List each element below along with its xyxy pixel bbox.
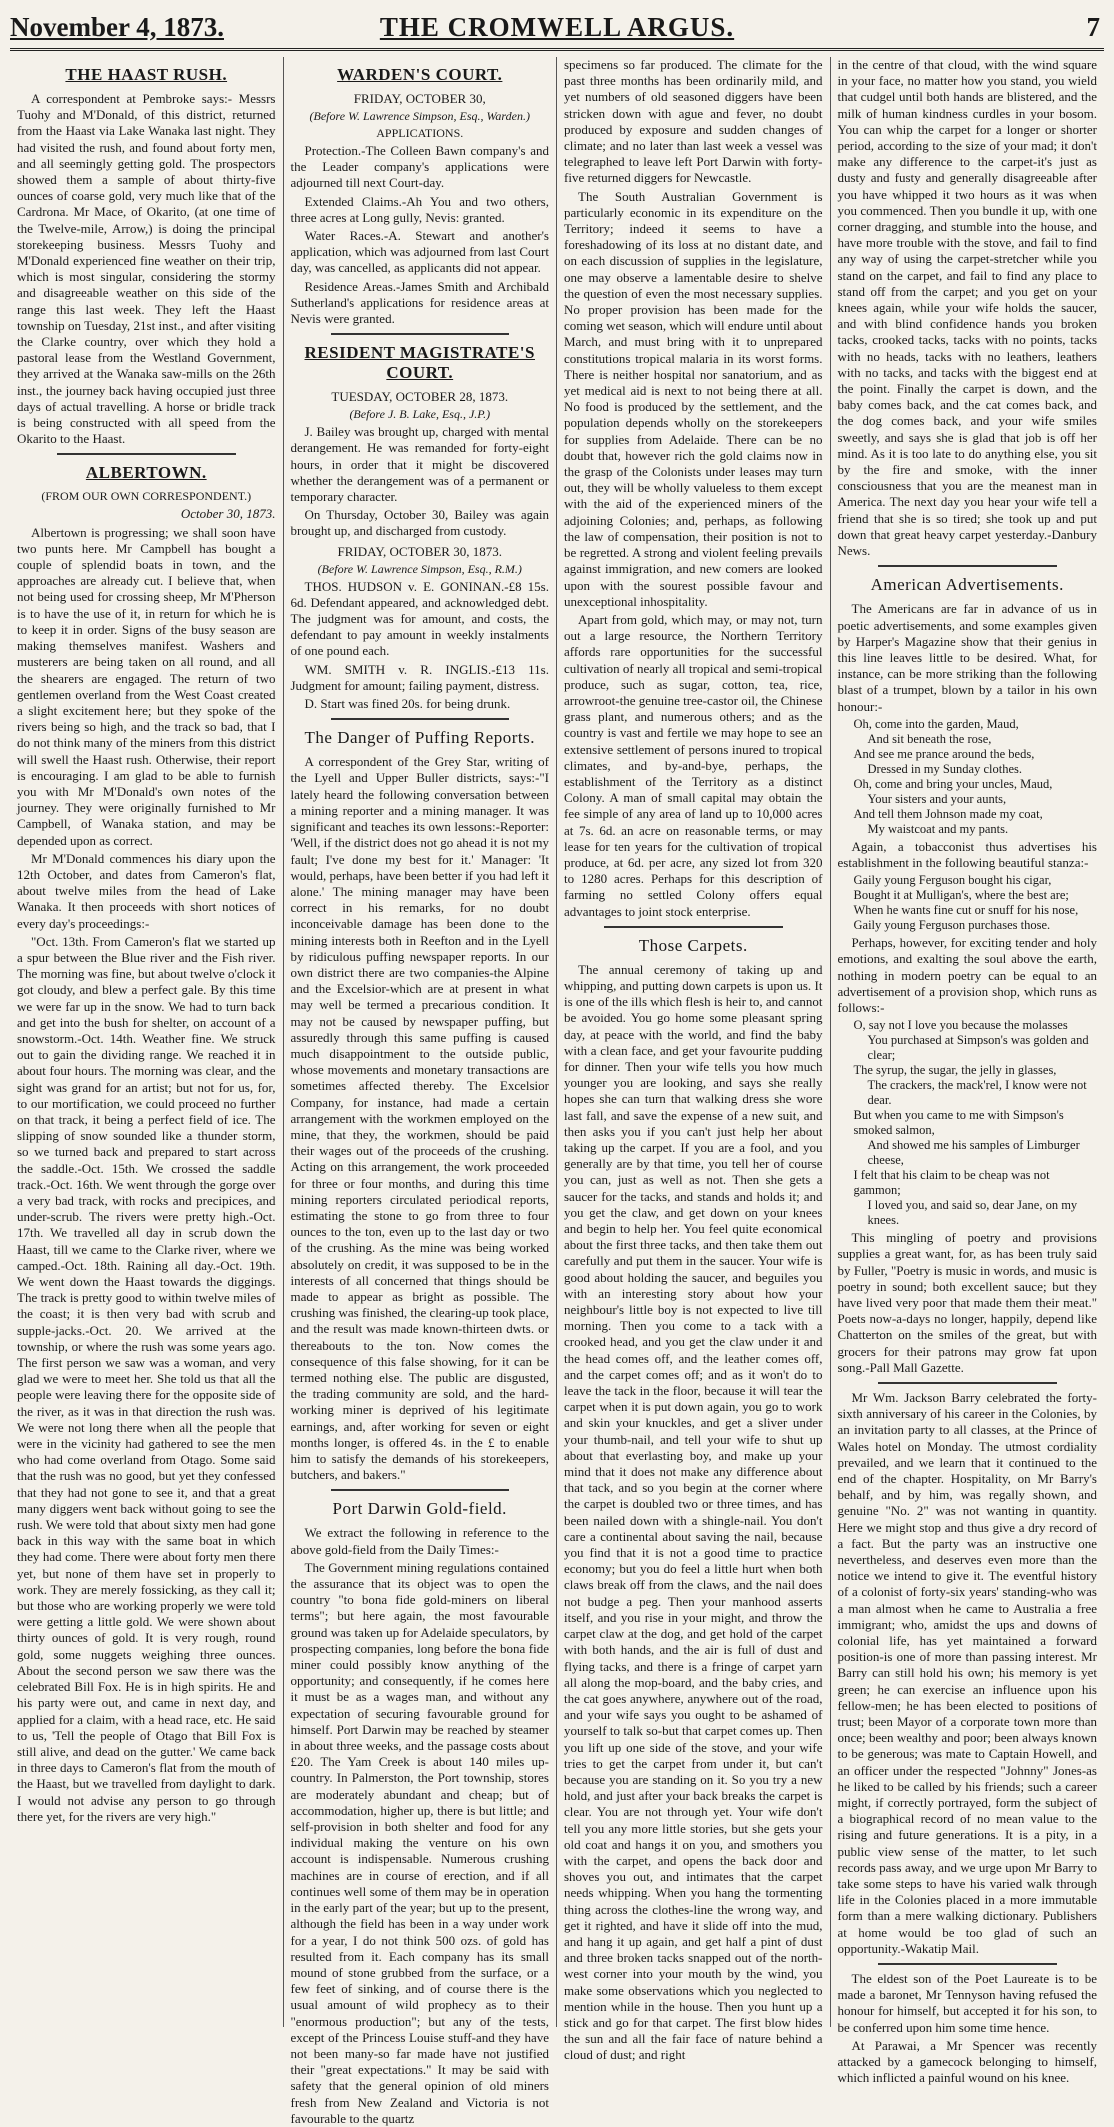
poem-line: Gaily young Ferguson bought his cigar, xyxy=(853,873,1052,888)
divider xyxy=(331,1489,510,1491)
court-date: TUESDAY, OCTOBER 28, 1873. xyxy=(331,389,509,405)
paragraph: specimens so far produced. The climate for the past three months has been ordinarily mild, and yet numbers of old seasoned diggers have been stricken down with ague and fever, no doubt produced by exposure and sudden changes of climate; and no later than last week a vessel was telegraphed to leave left Port Darwin with forty-five returned diggers for Newcastle. xyxy=(564,57,823,186)
poem xyxy=(854,1018,1098,1228)
paragraph: Albertown is progressing; we shall soon have two punts here. Mr Campbell has bought a couple of splendid boats in town, and the approaches are already cut. I believe that, when not being used for crossing sheep, Mr M'Pherson is to have the use of it, in return for which he is to keep it in order. Signs of the busy season are making themselves manifest. Washers and musterers are being taken on all round, and all the shearers are engaged. The return of two gentlemen overland from the West Coast created a slight excitement here; but they spoke of the rivers being so high, and the track so bad, that I do not think many of the miners from this district will swell the Haast rush. Otherwise, their report is encouraging. I am glad to be able to furnish you with Mr M'Donald's own notes of the journey. They were originally furnished to Mr Campbell, of Wanaka station, and may be depended upon as correct. xyxy=(17,524,276,848)
paragraph: The annual ceremony of taking up and whipping, and putting down carpets is upon us. It is one of the ills which flesh is heir to, and cannot be avoided. You go home some pleasant spring day, at peace with the world, and find the baby with a clean face, and get your favourite pudding for dinner. Then your wife tells you how much younger you are looking, and says she really hopes she can turn that walking dress she wore last fall, and save the expense of a new suit, and then asks you if you can't just help her about taking up the carpet. If you are a fool, and you generally are by that time, you tell her of course you can, just as well as not. Then she gets a saucer for the tacks, and stands and holds it; and you get the claw, and get down on your knees and begin to help her. You feel quite economical about the first three tacks, and then take them out carefully and put them in the saucer. Your wife is good about holding the saucer, and beguiles you with an interesting story about how your neighbour's little boy is not expected to live till morning. Then you come to a tack with a crooked head, and you get the claw under it and the head comes off, and the leather comes off, and the carpet comes off; and as it won't do to leave the tack in the floor, because it will tear the carpet when it is put down again, you go to work and skin your knuckles, and get a sliver under your thumb-nail, and tell your wife to shut up about that everlasting boy, and make up your mind that it does not make any difference about that tack, and so you begin at the corner where the carpet is doubled two or three times, and has been nailed down with a shingle-nail. You don't care a continental about saving the nail, because you find that it is not a good time to practice economy; but you do feel a little hurt when both claws break off from the claws, and the nail does not budge a peg. Then your manhood asserts itself, and you rise in your might, and throw the carpet claw at the dog, and get hold of the carpet with both hands, and the air is full of dust and flying tacks, and there is a fringe of carpet yarn all along the mop-board, and the baby cries, and the cat goes anywhere, anywhere out of the road, and your wife says you ought to be ashamed of yourself to talk so-but that carpet comes up. Then you lift up one side of the stove, and your wife tries to get the carpet from under it, but can't because you are standing on it. So you try a new hold, and just after your back breaks the carpet is clear. You are not through yet. Your wife don't tell you any more little stories, but she gets your old coat and hangs it on you, and smothers you with the carpet, and opens the back door and shoves you out, and intimates that the carpet needs whipping. When you hang the tormenting thing across the clothes-line the wrong way, and get it righted, and have it slide off into the mud, and hang it up again, and get half a pint of dust and three broken tacks snapped out of the north-west corner into your mouth by the wind, you make some observations which you neglected to mention while in the house. Then you hunt up a stick and go for that carpet. The first blow hides the sun and all the fair face of nature behind a cloud of dust; and right xyxy=(564,961,823,2063)
article-title-haast-rush: THE HAAST RUSH. xyxy=(65,65,228,84)
columns xyxy=(10,57,1104,2126)
poem xyxy=(854,717,1098,837)
paragraph: A correspondent of the Grey Star, writing of the Lyell and Upper Buller districts, says:-"I lately heard the following conversation between a mining reporter and a mining manager. It was significant and teaches its own lessons:-Reporter: 'Well, if the district does not go ahead it is not my fault; I've done my best for it.' Manager: 'It would, perhaps, have been better if you had left it alone.' The mining manager may have been correct in his remarks, for no doubt inconceivable damage has been done to the mining interests both in Reefton and in the Lyell by ridiculous puffing newspaper reports. In our own district there are two companies-the Alpine and the Excelsior-which are at present in what may well be termed a precarious condition. It may not be caused by newspaper puffing, but assuredly through this same puffing is caused much disappointment to the outside public, whose movements and monetary transactions are sometimes affected thereby. The Excelsior Company, for instance, had made a certain arrangement with the workmen employed on the mine, that they, the workmen, should be paid their wages out of the proceeds of the crushing. Acting on this arrangement, the work proceeded for three or four months, and during this time mining reporters circulated periodical reports, estimating the stone to go from three to four ounces to the ton, even up to the last day or two of the crushing. As the mine was being worked absolutely on credit, it was supposed to be in the interests of all concerned that things should be made to appear as bright as possible. The crushing was finished, the clearing-up took place, and the result was made known-thirteen dwts. or thereabouts to the ton. Now comes the consequence of this false showing, for it can be termed nothing else. The public are disgusted, the trading community are sold, and the hard-working miner is deprived of his legitimate earnings, and, after working for seven or eight months longer, is offered 4s. in the £ to enable him to satisfy the demands of his storekeepers, butchers, and bakers." xyxy=(290,754,549,1483)
paragraph: Again, a tobacconist thus advertises his establishment in the following beautiful stanza:- xyxy=(837,838,1097,870)
poem-line: And see me prance around the beds, xyxy=(853,746,1035,761)
paragraph: Apart from gold, which may, or may not, turn out a large resource, the Northern Territory affords rare opportunities for the successful cultivation of nearly all tropical and semi-tropical produce, such as sugar, cotton, tea, rice, arrowroot-the genuine tree-castor oil, the Chinese grass plant, and numerous others; and as the country is vast and fertile we may hope to see an extensive settlement of persons inured to tropical climates, and by-and-bye, perhaps, the establishment of the Territory as a distinct Colony. A man of small capital may obtain the fee simple of any area of land up to 10,000 acres at 7s. 6d. an acre on reasonable terms, or may lease for ten years for the cultivation of tropical produce, at 6d. per acre, any sized lot from 320 to 1280 acres. Perhaps for this description of farming no settled Colony offers equal advantages to joint stock enterprise. xyxy=(564,611,823,919)
paragraph: Protection.-The Colleen Bawn company's and the Leader company's applications were adjourned till next Court-day. xyxy=(290,143,549,191)
masthead xyxy=(10,8,1104,51)
poem-line: But when you came to me with Simpson's smoked salmon, xyxy=(853,1108,1064,1138)
issue-date: November 4, 1873. xyxy=(10,12,224,42)
article-title-those-carpets: Those Carpets. xyxy=(638,935,748,955)
divider xyxy=(57,453,236,455)
poem-line: My waistcoat and my pants. xyxy=(867,821,1009,836)
court-before: (Before J. B. Lake, Esq., J.P.) xyxy=(349,407,491,422)
court-before: (Before W. Lawrence Simpson, Esq., R.M.) xyxy=(317,561,522,576)
paragraph: We extract the following in reference to the above gold-field from the Daily Times:- xyxy=(290,1525,549,1557)
article-title-wardens-court: WARDEN'S COURT. xyxy=(337,65,503,84)
paragraph: The Government mining regulations contained the assurance that its object was to open the country "to bona fide gold-miners on liberal terms"; but here again, the most favourable ground was taken up for Adelaide speculators, by prospecting companies, long before the bona fide miner could possibly know anything of the opportunity; and consequently, if he comes here it must be as a wages man, and without any expectation of securing favourable ground for himself. Port Darwin may be reached by steamer in about three weeks, and the passage costs about £20. The Yam Creek is about 140 miles up-country. In Palmerston, the Port township, stores are moderately abundant and cheap; but of accommodation, higher up, there is but little; and self-provision in both shelter and food for any individual making the venture on his own account is indispensable. Numerous crushing machines are in course of erection, and if all continues well some of them may be in operation in the early part of the year; but up to the present, although the field has been in a way under work for a year, I do not think 500 ozs. of gold has resulted from it. Each company has its small mound of stone grubbed from the surface, or a few feet of sinking, and of course there is the usual amount of wild prophecy as to their "enormous production"; but any of the tests, except of the Princess Louise stuff-and they have not been many-so far made have not justified their "great expectations." It may be said with safety that the general opinion of old miners fresh from New Zealand and Victoria is not favourable to the quartz xyxy=(290,1559,549,2126)
paragraph: The eldest son of the Poet Laureate is to be made a baronet, Mr Tennyson having refused the honour for himself, but accepted it for his son, to be conferred upon him some time hence. xyxy=(837,1971,1097,2035)
paragraph: A correspondent at Pembroke says:- Messrs Tuohy and M'Donald, of this district, returned from the Haast via Lake Wanaka last night. They had visited the rush, and found about forty men, and all seemingly getting gold. The prospectors showed them a sample of about thirty-five ounces of coarse gold, very much like that of the Cardrona. Mr Mace, of Okarito, (at one time of the Twelve-mile, Arrow,) is doing the principal storekeeping business. Messrs Tuohy and M'Donald experienced fine weather on their trip, which is most singular, considering the stormy and disagreeable weather on this side of the range this last week. They left the Haast township on Tuesday, 21st inst., and after visiting the Clarke country, over which they hold a pastoral lease from the Westland Government, they arrived at the Wanaka saw-mills on the 26th inst., the journey back having occupied just three days of actual travelling. A horse or bridle track is being constructed with all speed from the Okarito to the Haast. xyxy=(17,91,276,447)
divider xyxy=(878,565,1058,567)
poem-line: Dressed in my Sunday clothes. xyxy=(867,761,1022,776)
article-title-rm-court: RESIDENT MAGISTRATE'S COURT. xyxy=(304,343,535,383)
column-3 xyxy=(557,57,831,2063)
poem-line: And showed me his samples of Limburger cheese, xyxy=(867,1138,1080,1168)
paragraph: Perhaps, however, for exciting tender and holy emotions, and exalting the soul above the earth, nothing in modern poetry can be equal to an advertisement of a provision shop, which runs as follows:- xyxy=(837,935,1097,1015)
paragraph: "Oct. 13th. From Cameron's flat we started up a spur between the Blue river and the Fish river. The morning was fine, but about twelve o'clock it got cloudy, and blew a perfect gale. By this time we were far up in the snow. We had to turn back and get into the bush for shelter, on account of a snowstorm.-Oct. 14th. Weather fine. We struck out to gain the dividing range. We reached it in about four hours. The morning was clear, and the sight was grand for an artist; but not for us, for, to our mortification, we could proceed no further on that track, it being a perfect field of ice. The slipping of snow sounded like a thunder storm, so we turned back and prepared to start across the saddle.-Oct. 15th. We crossed the saddle track.-Oct. 16th. We went through the gorge over a very bad track, with rocks and precipices, and under-scrub. The rivers were pretty high.-Oct. 17th. We travelled all day in scrub down the Haast, till we came to the Clarke river, where we camped.-Oct. 18th. Raining all day.-Oct. 19th. We went down the Haast towards the diggings. The track is pretty good to within twelve miles of the coast; it is then very bad with scrub and supple-jacks.-Oct. 20. We arrived at the township, or where the rush was some years ago. The first person we saw was a woman, and very glad we were to meet her. She told us that all the people were leaving there for the opposite side of the river, as it was in that direction the rush was. We were not long there when all the people that were in the vicinity had gathered to see the men who had come overland from Otago. Some said that the rush was no good, but yet they confessed that they had not gone to see it, and that a great many diggers went back without going to see the rush. We were told that about sixty men had gone back in this way with the same boat in which they had come. There were about forty men there yet, but none of them have set in properly to work. They are merely fossicking, as they call it; but those who are working properly we were told were getting a little gold. We were shown about thirty ounces of gold. It is very rough, round gold, some nuggets weighing three ounces. About the second person we saw there was the celebrated Bill Fox. He is in high spirits. He and his party were out, and came in next day, and applied for a claim, with a head race, etc. He said to us, 'Tell the people of Otago that Bill Fox is still alive, and dead on the gutter.' We came back in three days to Cameron's flat from the mouth of the Haast, but we travelled from daylight to dark. I would not advise any person to go through there yet, for the rivers are very high." xyxy=(17,933,276,1824)
court-date: FRIDAY, OCTOBER 30, 1873. xyxy=(337,543,502,559)
poem-line: Oh, come and bring your uncles, Maud, xyxy=(853,776,1053,791)
poem-line: The crackers, the mack'rel, I know were not dear. xyxy=(867,1078,1087,1108)
poem-line: I felt that his claim to be cheap was not gammon; xyxy=(853,1168,1050,1198)
paragraph: D. Start was fined 20s. for being drunk. xyxy=(304,696,511,712)
paragraph: Mr Wm. Jackson Barry celebrated the forty-sixth anniversary of his career in the Colonies, by an invitation party to all classes, at the Prince of Wales hotel on Monday. The utmost cordiality prevailed, and we learn that it continued to the end of the chapter. Hospitality, on Mr Barry's behalf, and by him, was regally shown, and genuine "No. 2" was not wanting in quantity. Here we might stop and thus give a dry record of a fact. But the party was an instructive one nevertheless, and deserves even more than the notice we intend to give it. The eventful history of a colonist of forty-six years' standing-who was a man almost when he came to Australia a free immigrant; who, amidst the ups and downs of colonial life, has yet maintained a forward position-is one of more than passing interest. Mr Barry can still hold his own; his memory is yet green; he can exercise an influence upon his fellow-men; he has been elected to positions of trust; been Mayor of a corporate town more than once; been wealthy and poor; been always known to be generous; was mate to Captain Howell, and an officer under the respected "Johnny" Jones-as he liked to be called by his friends; such a career might, if correctly portrayed, form the subject of a biographical record of no mean value to the rising and future generations. It is a pity, in a public view sense of the matter, to let such records pass away, and we urge upon Mr Barry to take some steps to have his varied walk through life in the Colonies placed in a more immutable form than a mere walking dictionary. Publishers at home would be too glad of such an opportunity.-Wakatip Mail. xyxy=(837,1389,1097,1956)
poem-line: And tell them Johnson made my coat, xyxy=(853,806,1043,821)
column-1 xyxy=(10,57,284,2027)
poem-line: Gaily young Ferguson purchases those. xyxy=(853,918,1051,933)
article-title-puffing-reports: The Danger of Puffing Reports. xyxy=(304,728,535,748)
divider xyxy=(331,333,510,335)
poem-line: The syrup, the sugar, the jelly in glasses, xyxy=(853,1063,1057,1078)
paragraph: J. Bailey was brought up, charged with mental derangement. He was remanded for forty-eight hours, in order that it might be discovered whether the derangement was of a permanent or temporary character. xyxy=(290,424,549,505)
divider xyxy=(878,1963,1058,1965)
paragraph: On Thursday, October 30, Bailey was again brought up, and discharged from custody. xyxy=(290,507,549,539)
article-title-port-darwin: Port Darwin Gold-field. xyxy=(332,1499,507,1519)
poem xyxy=(854,873,1098,933)
poem-line: Oh, come into the garden, Maud, xyxy=(853,716,1019,731)
page-number: 7 xyxy=(1086,12,1100,42)
divider xyxy=(604,926,783,928)
column-4 xyxy=(831,57,1105,2086)
dateline: October 30, 1873. xyxy=(180,506,276,522)
newspaper-title: THE CROMWELL ARGUS. xyxy=(379,12,735,42)
poem-line: Your sisters and your aunts, xyxy=(867,791,1007,806)
paragraph: At Parawai, a Mr Spencer was recently attacked by a gamecock belonging to himself, which inflicted a painful wound on his knee. xyxy=(837,2037,1097,2086)
poem-line: Bought it at Mulligan's, where the best are; xyxy=(853,888,1069,903)
paragraph: WM. SMITH v. R. INGLIS.-£13 11s. Judgment for amount; failing payment, distress. xyxy=(290,661,549,693)
paragraph: The South Australian Government is particularly economic in its expenditure on the Territory; indeed it seems to have a foreshadowing of its loss at no distant date, and on each discussion of supplies in the legislature, one may observe a lamentable desire to shelve the question of even the most necessary supplies. No proper provision has been made for the coming wet season, which will endure until about March, and must bring with it to unprepared constitutions tropical malaria in its worst forms. There is neither hospital nor sanatorium, and as yet medical aid is next to not being there at all. No food is produced by the settlement, and the population depends wholly on the storekeepers for supplies from Adelaide. There can be no doubt that, however rich the gold claims now in the grasp of the Colonists under leases may turn out, they will be wholly valueless to them except with the aid of the experienced miners of the adjoining Colonies; and, perhaps, as following the law of compensation, their position is not to be regretted. A strong and violent feeling prevails against immigration, and new comers are looked upon with the sourest possible favour and unexceptional inhospitality. xyxy=(564,188,823,609)
court-before: (Before W. Lawrence Simpson, Esq., Warden.) xyxy=(309,109,530,123)
poem-line: You purchased at Simpson's was golden and clear; xyxy=(867,1033,1089,1063)
poem-line: I loved you, and said so, dear Jane, on my knees. xyxy=(867,1198,1078,1228)
paragraph: The Americans are far in advance of us in poetic advertisements, and some examples given by Harper's Magazine show that their genius in this line leaves little to be desired. What, for instance, can be more striking than the following blast of a trumpet, blown by a tailor in his own honour:- xyxy=(837,601,1097,714)
paragraph: THOS. HUDSON v. E. GONINAN.-£8 15s. 6d. Defendant appeared, and acknowledged debt. The judgment was for amount, and costs, the defendant to pay amount in weekly instalments of one pound each. xyxy=(290,578,549,659)
paragraph: This mingling of poetry and provisions supplies a great want, for, as has been truly said by Fuller, "Poetry is music in words, and music is poetry in sound; both excellent sauce; but they have lived very poor that made them their meat." Poets now-a-days no longer, happily, depend like Chatterton on the smiles of the great, but with grocers for their patrons may grow fat upon song.-Pall Mall Gazette. xyxy=(837,1230,1097,1375)
divider xyxy=(331,718,510,720)
paragraph: Mr M'Donald commences his diary upon the 12th October, and dates from Cameron's flat, about twelve miles from the head of Lake Wanaka. It then proceeds with short notices of every day's proceedings:- xyxy=(17,850,276,931)
divider xyxy=(878,1382,1058,1384)
paragraph: Residence Areas.-James Smith and Archibald Sutherland's applications for residence areas at Nevis were granted. xyxy=(290,278,549,327)
correspondent-note: (FROM OUR OWN CORRESPONDENT.) xyxy=(41,489,252,504)
article-title-albertown: ALBERTOWN. xyxy=(85,463,207,483)
article-title-american-ads: American Advertisements. xyxy=(870,575,1064,595)
column-2 xyxy=(284,57,558,2126)
court-date: FRIDAY, OCTOBER 30, xyxy=(353,91,486,106)
paragraph: Extended Claims.-Ah You and two others, three acres at Long gully, Nevis: granted. xyxy=(290,193,549,225)
poem-line: When he wants fine cut or snuff for his nose, xyxy=(853,903,1079,918)
court-subhead: APPLICATIONS. xyxy=(376,126,464,140)
poem-line: O, say not I love you because the molasses xyxy=(853,1018,1068,1033)
paragraph: in the centre of that cloud, with the wind square in your face, no matter how you stand, you wield that cudgel until both hands are blistered, and the milk of human kindness curdles in your bosom. You can whip the carpet for a longer or shorter period, according to the size of your mad; it don't make any difference to the carpet-it's just as dusty and fusty and generally disagreeable after you have whipped it two hours as it was when you commenced. Then you bundle it up, with one corner dragging, and stumble into the house, and have more trouble with the stove, and fail to find any way of using the carpet-stretcher while you stand on the carpet, and fail to find any place to stand off from the carpet; and you get on your knees again, while your wife holds the saucer, and with blind confidence hands you broken tacks, crooked tacks, tacks with no points, tacks with no heads, tacks with no leathers, leathers with no tacks, and tacks with the biggest end at the point. Finally the carpet is down, and the baby comes back, and the cat comes back, and the dog comes back, and your wife smiles sweetly, and says she is glad that job is off her mind. As it is too late to do anything else, you sit by the fire and smoke, with the inner consciousness that you are the meanest man in America. The next day you hear your wife tell a friend that she is so tired; she took up and put down that great heavy carpet yesterday.-Danbury News. xyxy=(837,57,1097,559)
poem-line: And sit beneath the rose, xyxy=(867,731,992,746)
paragraph: Water Races.-A. Stewart and another's application, which was adjourned from last Court day, was cancelled, as applicants did not appear. xyxy=(290,228,549,276)
